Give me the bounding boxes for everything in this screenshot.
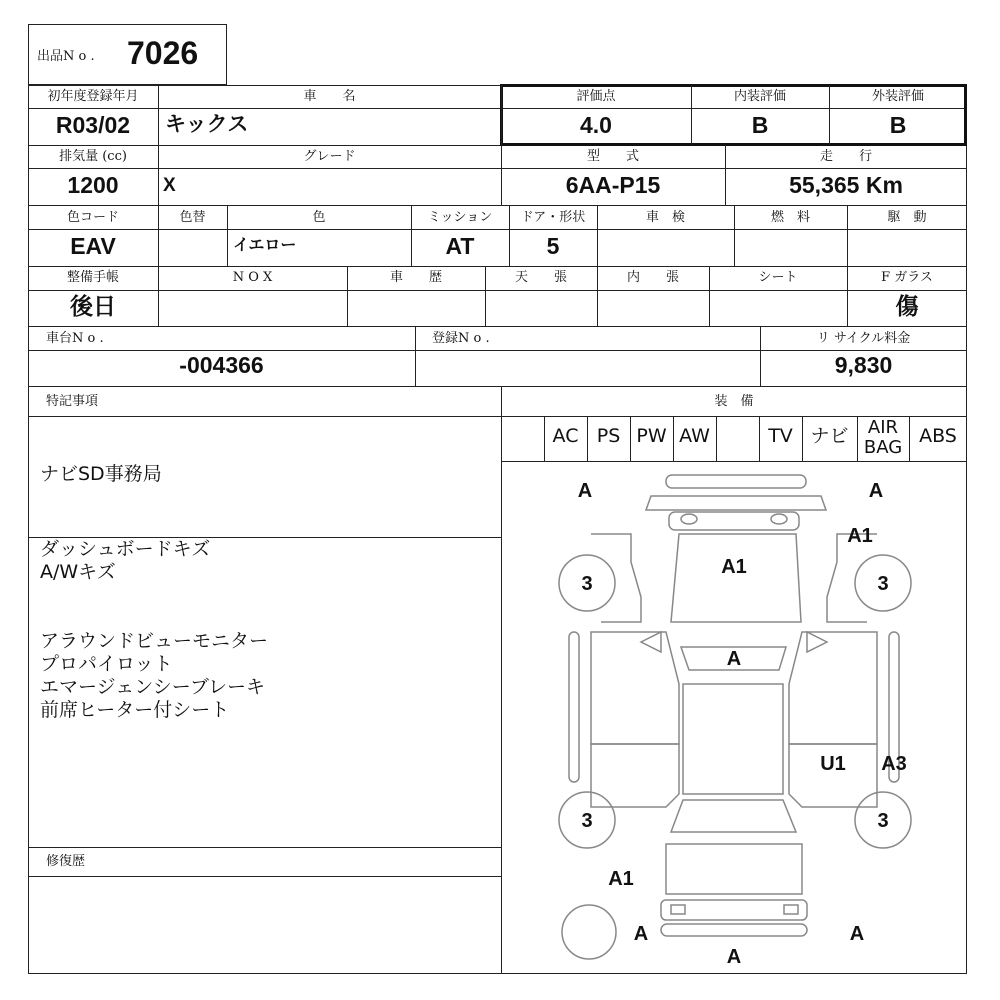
special-note-line: ナビSD事務局 xyxy=(40,463,162,485)
displacement-label: 排気量 (cc) xyxy=(59,149,127,164)
damage-mark-front-left-wheel: 3 xyxy=(581,573,593,595)
damage-mark-right-fender: A1 xyxy=(847,525,873,547)
front-bumper-outline xyxy=(666,475,806,488)
grade-value: X xyxy=(163,175,176,196)
damage-mark-front-right: A xyxy=(868,480,884,502)
special-note-block-2: ダッシュボードキズ A/Wキズ xyxy=(40,538,211,583)
registration-number-label: 登録N o . xyxy=(432,331,490,346)
damage-mark-hood: A1 xyxy=(721,556,747,578)
damage-mark-rear-right-wheel: 3 xyxy=(877,810,889,832)
damage-mark-right-rear-door: U1 xyxy=(820,753,846,775)
exterior-rating-value: B xyxy=(889,112,907,138)
right-mirror xyxy=(807,632,827,652)
car-name-label: 車 名 xyxy=(303,89,356,104)
trunk-outline xyxy=(666,844,802,894)
drive-label: 駆 動 xyxy=(887,210,927,225)
score-label: 評価点 xyxy=(576,89,616,104)
damage-mark-front-right-wheel: 3 xyxy=(877,573,889,595)
nox-label: N O X xyxy=(232,270,273,285)
left-sill xyxy=(569,632,579,782)
right-front-door xyxy=(789,632,877,744)
mileage-value: 55,365 Km xyxy=(789,172,903,198)
color-change-label: 色替 xyxy=(179,210,206,225)
color-code-label: 色コード xyxy=(66,210,119,225)
interior-rating-value: B xyxy=(751,112,769,138)
rear-bumper-lower xyxy=(661,924,807,936)
front-emblem xyxy=(681,514,697,524)
special-note-block-3: アラウンドビューモニター プロパイロット エマージェンシーブレーキ 前席ヒーター付シート xyxy=(40,630,269,721)
damage-mark-rear-left-wheel: 3 xyxy=(581,810,593,832)
first-registration-value: R03/02 xyxy=(55,112,131,138)
equipment-ac: AC xyxy=(552,425,579,447)
rear-bumper-outline xyxy=(661,900,807,920)
color-code-value: EAV xyxy=(70,233,116,259)
mileage-label: 走 行 xyxy=(819,149,872,164)
maintenance-book-label: 整備手帳 xyxy=(66,270,119,285)
door-shape-value: 5 xyxy=(546,233,560,259)
seat-label: シート xyxy=(758,270,798,285)
car-name-value: キックス xyxy=(165,113,249,136)
equipment-airbag: AIR BAG xyxy=(863,417,903,458)
front-bumper-lower xyxy=(646,496,826,510)
door-shape-label: ドア・形状 xyxy=(520,210,586,225)
spare-tire xyxy=(562,905,616,959)
damage-mark-rear-left: A1 xyxy=(608,868,634,890)
vehicle-history-label: 車 歴 xyxy=(389,270,442,285)
maintenance-book-value: 後日 xyxy=(70,293,116,319)
damage-mark-rear-bumper-left: A xyxy=(633,923,649,945)
equipment-tv: TV xyxy=(768,425,793,447)
front-right-fender xyxy=(827,534,877,622)
damage-mark-windshield: A xyxy=(726,648,742,670)
equipment-aw: AW xyxy=(679,425,710,447)
rear-lamp-left xyxy=(671,905,685,914)
exterior-rating-label: 外装評価 xyxy=(871,89,924,104)
special-notes-label: 特記事項 xyxy=(46,394,99,409)
damage-mark-rear-bumper-right: A xyxy=(849,923,865,945)
left-mirror xyxy=(641,632,661,652)
front-emblem-right xyxy=(771,514,787,524)
score-value: 4.0 xyxy=(580,112,612,138)
lot-number-box xyxy=(28,24,227,85)
equipment-pw: PW xyxy=(636,425,667,447)
car-diagram xyxy=(501,462,967,974)
front-glass-value: 傷 xyxy=(895,293,919,319)
rear-lamp-right xyxy=(784,905,798,914)
mission-value: AT xyxy=(445,233,475,259)
rear-glass-outline xyxy=(671,800,796,832)
chassis-number-label: 車台N o . xyxy=(46,331,104,346)
ceiling-label: 天 張 xyxy=(514,270,567,285)
mission-label: ミッション xyxy=(427,210,493,225)
left-front-door xyxy=(591,632,679,744)
damage-mark-rear-bumper-center: A xyxy=(726,946,742,968)
front-glass-label: F ガラス xyxy=(881,270,933,285)
inner-lining-label: 内 張 xyxy=(626,270,679,285)
lot-number-value: 7026 xyxy=(127,35,199,71)
first-registration-label: 初年度登録年月 xyxy=(47,89,139,104)
chassis-number-value: -004366 xyxy=(179,352,264,378)
grade-label: グレード xyxy=(303,149,356,164)
damage-mark-right-sill: A3 xyxy=(881,753,907,775)
equipment-label: 装 備 xyxy=(714,394,754,409)
model-code-label: 型 式 xyxy=(586,149,639,164)
repair-history-label: 修復歴 xyxy=(46,854,86,869)
hood-outline xyxy=(671,534,801,622)
recycle-fee-label: リ サイクル料金 xyxy=(816,331,911,346)
interior-rating-label: 内装評価 xyxy=(733,89,786,104)
lot-number-label: 出品N o . xyxy=(37,49,95,64)
equipment-abs: ABS xyxy=(919,425,957,447)
roof-outline xyxy=(683,684,783,794)
recycle-fee-value: 9,830 xyxy=(834,352,893,378)
equipment-ps: PS xyxy=(596,425,621,447)
inspection-label: 車 検 xyxy=(645,210,685,225)
displacement-value: 1200 xyxy=(67,172,119,198)
damage-mark-front-left: A xyxy=(577,480,593,502)
model-code-value: 6AA-P15 xyxy=(565,172,661,198)
color-value: イエロー xyxy=(233,237,297,254)
color-label: 色 xyxy=(312,210,326,225)
fuel-label: 燃 料 xyxy=(770,210,810,225)
equipment-navi: ナビ xyxy=(810,425,849,447)
